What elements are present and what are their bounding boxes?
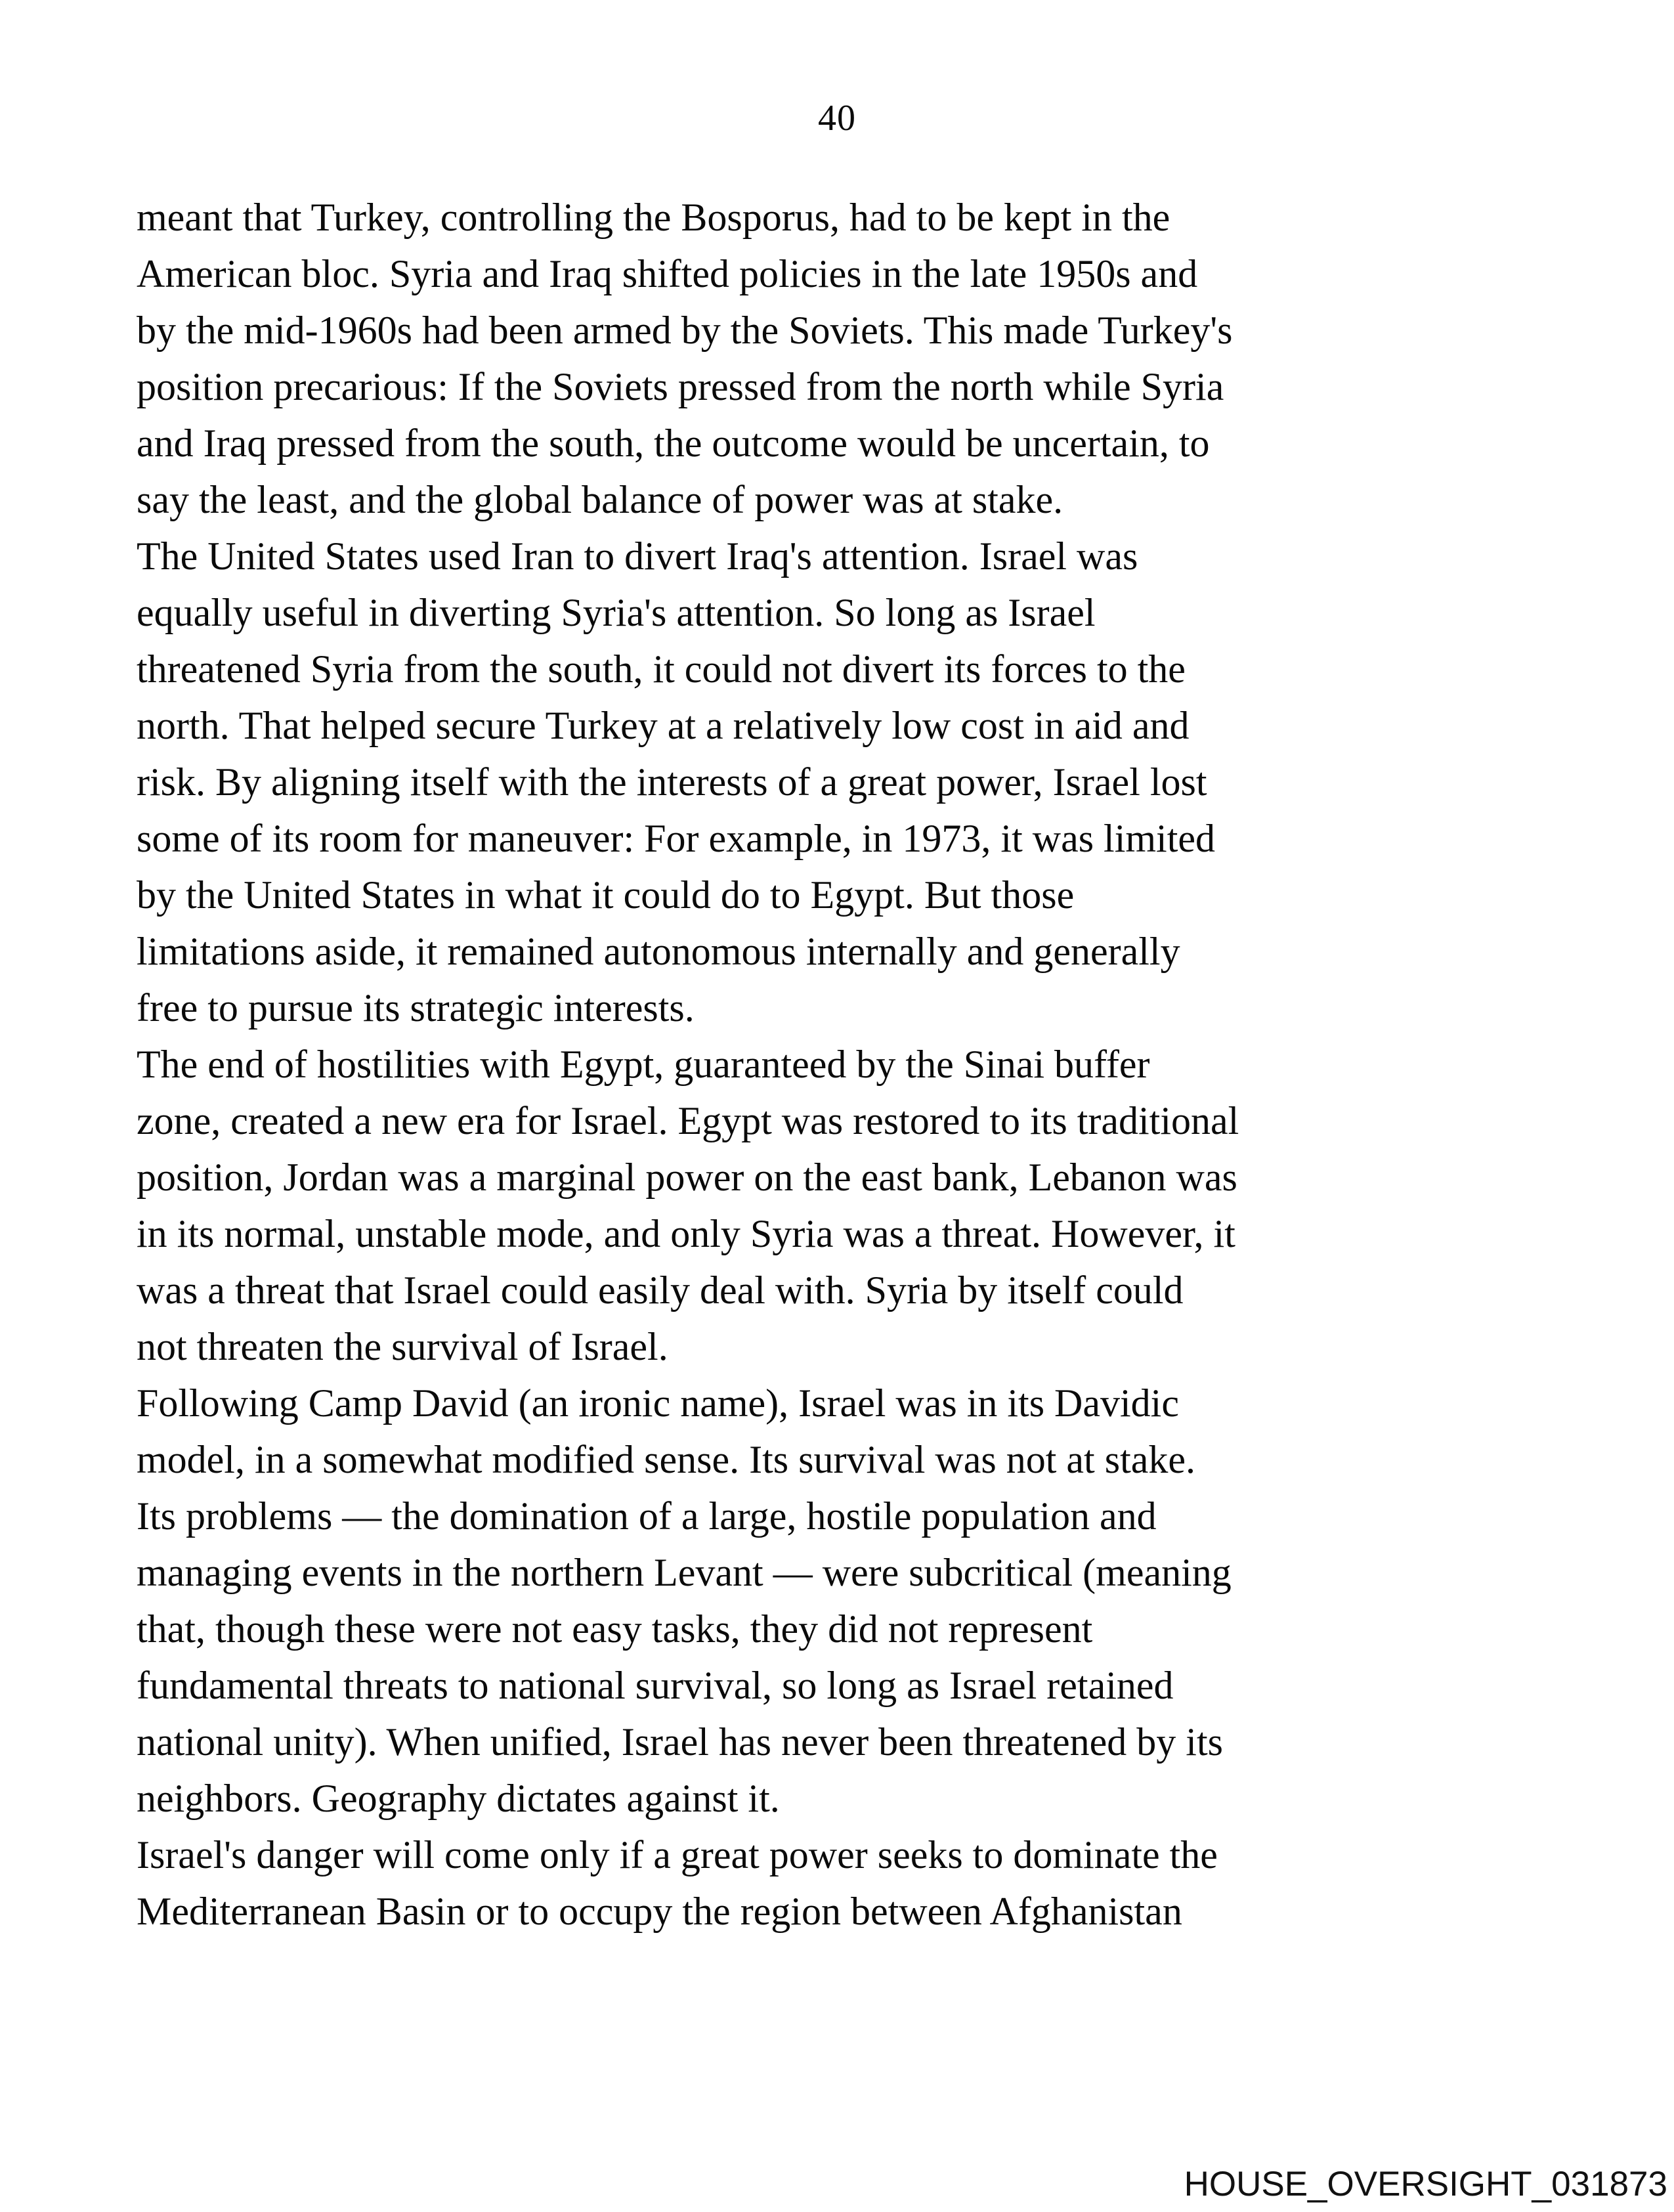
text-line: that, though these were not easy tasks, they did not represent xyxy=(137,1607,1093,1651)
text-line: The United States used Iran to divert Iraq's attention. Israel was xyxy=(137,534,1138,578)
text-line: risk. By aligning itself with the interests of a great power, Israel lost xyxy=(137,760,1207,804)
text-line: national unity). When unified, Israel has never been threatened by its xyxy=(137,1720,1223,1764)
text-line: neighbors. Geography dictates against it. xyxy=(137,1777,780,1820)
text-line: limitations aside, it remained autonomous internally and generally xyxy=(137,930,1180,973)
text-line: zone, created a new era for Israel. Egypt was restored to its traditional xyxy=(137,1099,1239,1142)
text-line: Mediterranean Basin or to occupy the region between Afghanistan xyxy=(137,1890,1182,1933)
text-line: The end of hostilities with Egypt, guaranteed by the Sinai buffer xyxy=(137,1043,1150,1086)
text-line: by the United States in what it could do to Egypt. But those xyxy=(137,873,1075,917)
text-line: managing events in the northern Levant — were subcritical (meaning xyxy=(137,1551,1232,1594)
text-line: fundamental threats to national survival, so long as Israel retained xyxy=(137,1664,1174,1707)
text-line: American bloc. Syria and Iraq shifted policies in the late 1950s and xyxy=(137,252,1198,295)
bates-stamp: HOUSE_OVERSIGHT_031873 xyxy=(1184,2165,1667,2203)
page-number: 40 xyxy=(818,98,856,139)
text-line: model, in a somewhat modified sense. Its survival was not at stake. xyxy=(137,1438,1195,1481)
text-line: not threaten the survival of Israel. xyxy=(137,1325,668,1368)
text-line: meant that Turkey, controlling the Bosporus, had to be kept in the xyxy=(137,196,1170,239)
text-line: Its problems — the domination of a large, hostile population and xyxy=(137,1494,1157,1538)
body-text xyxy=(137,189,1509,1940)
text-line: position precarious: If the Soviets pressed from the north while Syria xyxy=(137,365,1224,408)
text-line: Following Camp David (an ironic name), Israel was in its Davidic xyxy=(137,1381,1179,1425)
text-line: say the least, and the global balance of power was at stake. xyxy=(137,478,1063,521)
text-line: and Iraq pressed from the south, the outcome would be uncertain, to xyxy=(137,422,1210,465)
text-line: north. That helped secure Turkey at a relatively low cost in aid and xyxy=(137,704,1190,747)
text-line: free to pursue its strategic interests. xyxy=(137,986,695,1030)
text-line: was a threat that Israel could easily deal with. Syria by itself could xyxy=(137,1269,1184,1312)
text-line: threatened Syria from the south, it could not divert its forces to the xyxy=(137,647,1186,691)
text-line: equally useful in diverting Syria's attention. So long as Israel xyxy=(137,591,1096,634)
text-line: position, Jordan was a marginal power on the east bank, Lebanon was xyxy=(137,1156,1237,1199)
text-line: some of its room for maneuver: For example, in 1973, it was limited xyxy=(137,817,1216,860)
text-line: Israel's danger will come only if a great power seeks to dominate the xyxy=(137,1833,1218,1876)
text-line: by the mid-1960s had been armed by the Soviets. This made Turkey's xyxy=(137,309,1233,352)
text-line: in its normal, unstable mode, and only Syria was a threat. However, it xyxy=(137,1212,1235,1255)
